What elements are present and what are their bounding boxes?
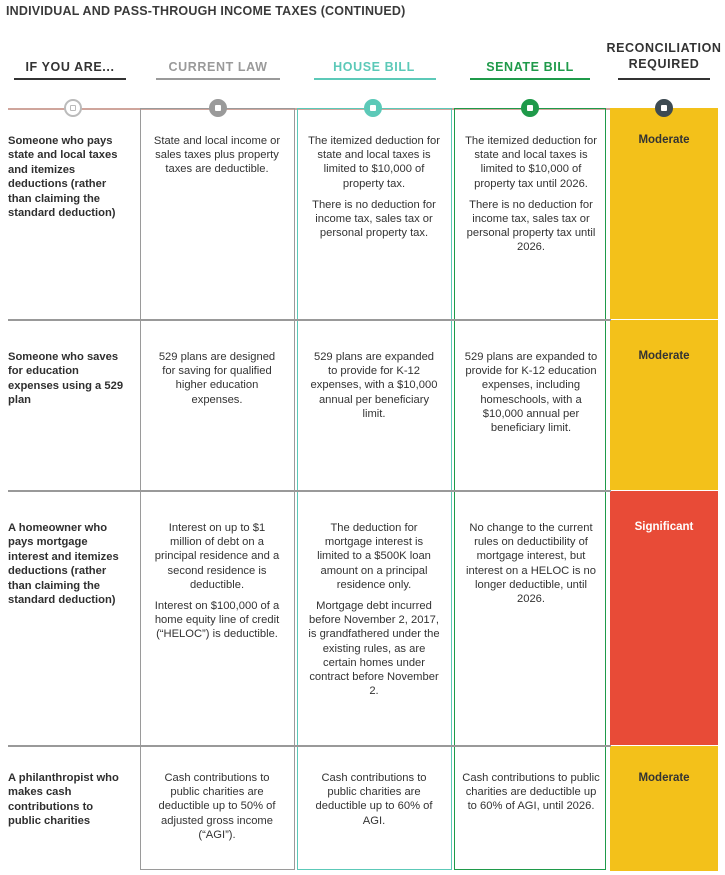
header-house-bill: HOUSE BILL — [333, 60, 415, 74]
header-underline-recon — [618, 78, 710, 80]
header-current-law: CURRENT LAW — [168, 60, 268, 74]
row3-current-p1: Interest on up to $1 million of debt on a principal residence and a second residence is deductible. — [154, 522, 280, 591]
row1-current — [152, 134, 282, 184]
row2-senate-p1: 529 plans are expanded to provide for K-12 education expenses, including homeschools, with a $10,000 annual per beneficiary limit. — [464, 351, 598, 435]
current-law-column — [140, 108, 295, 870]
page-title: INDIVIDUAL AND PASS-THROUGH INCOME TAXES (CONTINUED) — [6, 4, 406, 18]
header-recon-line2: REQUIRED — [628, 57, 700, 71]
row4-reconciliation: Moderate — [638, 772, 690, 784]
row1-senate-p1: The itemized deduction for state and local taxes is limited to $10,000 of property tax until 2026. — [465, 135, 597, 190]
row3-house-p2: Mortgage debt incurred before November 2, 2017, is grandfathered under the existing rules, as are certain homes under contract before November 2. — [308, 600, 440, 698]
dot-icon-senate — [521, 99, 539, 117]
row2-house — [308, 350, 440, 428]
header-underline-current — [156, 78, 280, 80]
row1-current-p1: State and local income or sales taxes plus property taxes are deductible. — [153, 135, 281, 176]
header-underline-senate — [470, 78, 590, 80]
row2-who: Someone who saves for education expenses using a 529 plan — [8, 351, 124, 407]
row3-who: A homeowner who pays mortgage interest and itemizes deductions (rather than claiming the standard deduction) — [8, 522, 119, 607]
row3-senate-p1: No change to the current rules on deductibility of mortgage interest, but interest on a HELOC is no longer deductible, until 2026. — [466, 522, 596, 606]
row1-house-p2: There is no deduction for income tax, sales tax or personal property tax. — [312, 198, 436, 240]
header-if-you-are: IF YOU ARE... — [25, 60, 115, 74]
row1-who: Someone who pays state and local taxes and itemizes deductions (rather than claiming the standard deduction) — [8, 135, 118, 220]
row4-senate — [462, 771, 600, 821]
row3-house-p1: The deduction for mortgage interest is limited to a $500K loan amount on a principal residence only. — [317, 522, 431, 591]
row4-current — [152, 771, 282, 849]
row4-house-p1: Cash contributions to public charities are deductible up to 60% of AGI. — [315, 772, 433, 827]
row2-current — [152, 350, 282, 414]
row-divider-1 — [8, 319, 611, 321]
row2-house-p1: 529 plans are expanded to provide for K-12 expenses, with a $10,000 annual per beneficiary limit. — [310, 351, 438, 420]
row2-senate — [460, 350, 602, 442]
header-underline-you — [14, 78, 126, 80]
row1-house-p1: The itemized deduction for state and local taxes is limited to $10,000 of property tax. — [308, 135, 440, 190]
row1-reconciliation: Moderate — [638, 134, 690, 146]
row-divider-2 — [8, 490, 611, 492]
header-underline-house — [314, 78, 436, 80]
row4-current-p1: Cash contributions to public charities are deductible up to 50% of adjusted gross income (“AGI”). — [158, 772, 276, 841]
row2-reconciliation: Moderate — [638, 350, 690, 362]
row1-senate-p2: There is no deduction for income tax, sales tax or personal property tax until 2026. — [466, 198, 596, 254]
header-reconciliation — [604, 36, 724, 78]
header-senate-bill: SENATE BILL — [486, 60, 574, 74]
row4-who: A philanthropist who makes cash contributions to public charities — [8, 772, 119, 828]
row1-house — [308, 134, 440, 247]
row4-house — [310, 771, 438, 835]
row3-current-p2: Interest on $100,000 of a home equity line of credit (“HELOC”) is deductible. — [154, 600, 280, 641]
dot-icon-you — [64, 99, 82, 117]
dot-icon-house — [364, 99, 382, 117]
row3-current — [152, 521, 282, 649]
row1-senate — [460, 134, 602, 262]
header-recon-line1: RECONCILIATION — [606, 41, 722, 55]
dot-icon-current — [209, 99, 227, 117]
row4-senate-p1: Cash contributions to public charities are deductible up to 60% of AGI, until 2026. — [462, 772, 600, 813]
row3-house — [308, 521, 440, 705]
row2-current-p1: 529 plans are designed for saving for qualified higher education expenses. — [158, 351, 276, 406]
row3-senate — [462, 521, 600, 613]
row-divider-3 — [8, 745, 611, 747]
row3-reconciliation: Significant — [634, 521, 694, 533]
